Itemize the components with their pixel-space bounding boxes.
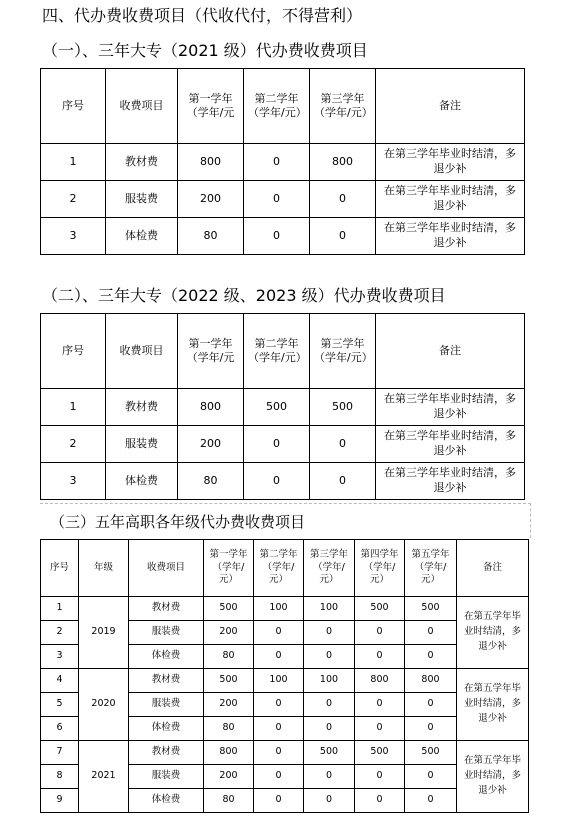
cell-year2: 0 [254, 765, 304, 789]
cell-year1: 800 [178, 389, 244, 426]
cell-year2: 0 [254, 645, 304, 669]
cell-year1: 500 [204, 597, 254, 621]
cell-year3: 0 [310, 463, 376, 500]
cell-no: 2 [41, 621, 79, 645]
table-row [41, 741, 529, 765]
cell-item: 服装费 [106, 426, 178, 463]
cell-item: 教材费 [106, 389, 178, 426]
cell-year3: 500 [304, 741, 355, 765]
cell-year3: 0 [310, 426, 376, 463]
cell-no: 5 [41, 693, 79, 717]
header-cell: 第三学年（学年/元） [304, 540, 355, 597]
header-cell: 第二学年（学年/元） [254, 540, 304, 597]
cell-note: 在第三学年毕业时结清，多退少补 [376, 389, 525, 426]
header-cell: 年级 [79, 540, 129, 597]
cell-year2: 0 [254, 693, 304, 717]
table-row [41, 463, 525, 500]
section3-table [40, 539, 529, 813]
cell-year2: 100 [254, 669, 304, 693]
cell-no: 1 [41, 597, 79, 621]
cell-no: 2 [41, 181, 106, 218]
cell-year4: 0 [355, 717, 405, 741]
cell-note: 在第五学年毕业时结清，多退少补 [457, 741, 529, 813]
cell-no: 3 [41, 218, 106, 255]
cell-year5: 0 [405, 645, 457, 669]
header-cell: 备注 [457, 540, 529, 597]
table-row [41, 389, 525, 426]
table-row [41, 181, 525, 218]
header-cell: 第一学年（学年/元 [178, 69, 244, 144]
cell-no: 3 [41, 463, 106, 500]
cell-item: 体检费 [106, 218, 178, 255]
table-row [41, 218, 525, 255]
cell-note: 在第三学年毕业时结清，多退少补 [376, 218, 525, 255]
cell-item: 服装费 [106, 181, 178, 218]
cell-year3: 0 [304, 717, 355, 741]
cell-item: 教材费 [129, 741, 204, 765]
header-cell: 第三学年（学年/元） [310, 69, 376, 144]
header-cell: 收费项目 [106, 69, 178, 144]
cell-year3: 100 [304, 669, 355, 693]
cell-note: 在第三学年毕业时结清，多退少补 [376, 144, 525, 181]
section2-title: （二）、三年大专（2022 级、2023 级）代办费收费项目 [42, 286, 446, 305]
cell-year1: 200 [204, 621, 254, 645]
cell-no: 9 [41, 789, 79, 813]
header-cell: 第三学年（学年/元） [310, 314, 376, 389]
cell-year5: 0 [405, 693, 457, 717]
cell-year1: 800 [204, 741, 254, 765]
cell-item: 教材费 [106, 144, 178, 181]
cell-year1: 500 [204, 669, 254, 693]
cell-year2: 0 [254, 717, 304, 741]
cell-year1: 200 [204, 765, 254, 789]
cell-year2: 0 [254, 621, 304, 645]
cell-year5: 0 [405, 765, 457, 789]
header-cell: 备注 [376, 69, 525, 144]
cell-year4: 0 [355, 789, 405, 813]
header-cell: 序号 [41, 314, 106, 389]
cell-year5: 0 [405, 789, 457, 813]
cell-year3: 0 [304, 693, 355, 717]
cell-no: 7 [41, 741, 79, 765]
cell-year4: 0 [355, 693, 405, 717]
cell-year2: 0 [254, 741, 304, 765]
cell-year1: 200 [178, 426, 244, 463]
section1-title: （一）、三年大专（2021 级）代办费收费项目 [42, 41, 368, 60]
cell-year1: 80 [204, 789, 254, 813]
table-row [41, 669, 529, 693]
cell-year2: 0 [244, 144, 310, 181]
header-cell: 第二学年（学年/元） [244, 69, 310, 144]
cell-year3: 0 [304, 621, 355, 645]
table-row [41, 597, 529, 621]
cell-note: 在第五学年毕业时结清，多退少补 [457, 669, 529, 741]
cell-note: 在第五学年毕业时结清，多退少补 [457, 597, 529, 669]
cell-year1: 800 [178, 144, 244, 181]
table-row [41, 144, 525, 181]
cell-item: 服装费 [129, 621, 204, 645]
cell-year3: 0 [310, 218, 376, 255]
cell-year4: 500 [355, 597, 405, 621]
cell-year4: 0 [355, 645, 405, 669]
cell-year5: 0 [405, 717, 457, 741]
cell-item: 体检费 [129, 789, 204, 813]
cell-item: 体检费 [129, 717, 204, 741]
cell-note: 在第三学年毕业时结清，多退少补 [376, 463, 525, 500]
cell-no: 4 [41, 669, 79, 693]
cell-year1: 200 [178, 181, 244, 218]
cell-year1: 80 [204, 645, 254, 669]
table-header-row [41, 540, 529, 597]
cell-year3: 800 [310, 144, 376, 181]
table-row [41, 426, 525, 463]
section1-table [40, 68, 525, 255]
cell-year5: 0 [405, 621, 457, 645]
table-header-row [41, 69, 525, 144]
cell-item: 教材费 [129, 669, 204, 693]
cell-year4: 0 [355, 765, 405, 789]
cell-item: 体检费 [106, 463, 178, 500]
cell-item: 体检费 [129, 645, 204, 669]
cell-year4: 500 [355, 741, 405, 765]
cell-year3: 0 [304, 765, 355, 789]
cell-year2: 0 [244, 218, 310, 255]
cell-year2: 0 [244, 426, 310, 463]
cell-no: 8 [41, 765, 79, 789]
cell-item: 教材费 [129, 597, 204, 621]
header-cell: 第一学年（学年/元） [204, 540, 254, 597]
cell-year5: 800 [405, 669, 457, 693]
cell-item: 服装费 [129, 765, 204, 789]
table-header-row [41, 314, 525, 389]
cell-note: 在第三学年毕业时结清，多退少补 [376, 181, 525, 218]
cell-grade: 2019 [79, 597, 129, 669]
cell-year4: 800 [355, 669, 405, 693]
cell-no: 3 [41, 645, 79, 669]
cell-grade: 2020 [79, 669, 129, 741]
cell-year3: 0 [304, 789, 355, 813]
cell-grade: 2021 [79, 741, 129, 813]
header-cell: 第五学年（学年/元） [405, 540, 457, 597]
cell-year2: 100 [254, 597, 304, 621]
header-cell: 收费项目 [129, 540, 204, 597]
cell-no: 1 [41, 144, 106, 181]
section2-table [40, 313, 525, 500]
header-cell: 第二学年（学年/元） [244, 314, 310, 389]
cell-year5: 500 [405, 597, 457, 621]
cell-year3: 500 [310, 389, 376, 426]
header-cell: 第四学年（学年/元） [355, 540, 405, 597]
cell-year5: 500 [405, 741, 457, 765]
header-cell: 序号 [41, 69, 106, 144]
header-cell: 第一学年（学年/元 [178, 314, 244, 389]
cell-year2: 500 [244, 389, 310, 426]
cell-year1: 80 [204, 717, 254, 741]
cell-no: 6 [41, 717, 79, 741]
page-title: 四、代办费收费项目（代收代付，不得营利） [42, 6, 363, 25]
section3-title: （三）五年高职各年级代办费收费项目 [50, 513, 306, 531]
cell-item: 服装费 [129, 693, 204, 717]
cell-year1: 80 [178, 218, 244, 255]
header-cell: 备注 [376, 314, 525, 389]
header-cell: 序号 [41, 540, 79, 597]
cell-year2: 0 [244, 181, 310, 218]
cell-year1: 200 [204, 693, 254, 717]
cell-no: 2 [41, 426, 106, 463]
cell-year3: 0 [310, 181, 376, 218]
cell-year2: 0 [244, 463, 310, 500]
cell-no: 1 [41, 389, 106, 426]
cell-note: 在第三学年毕业时结清，多退少补 [376, 426, 525, 463]
header-cell: 收费项目 [106, 314, 178, 389]
cell-year1: 80 [178, 463, 244, 500]
cell-year3: 0 [304, 645, 355, 669]
cell-year3: 100 [304, 597, 355, 621]
cell-year2: 0 [254, 789, 304, 813]
cell-year4: 0 [355, 621, 405, 645]
